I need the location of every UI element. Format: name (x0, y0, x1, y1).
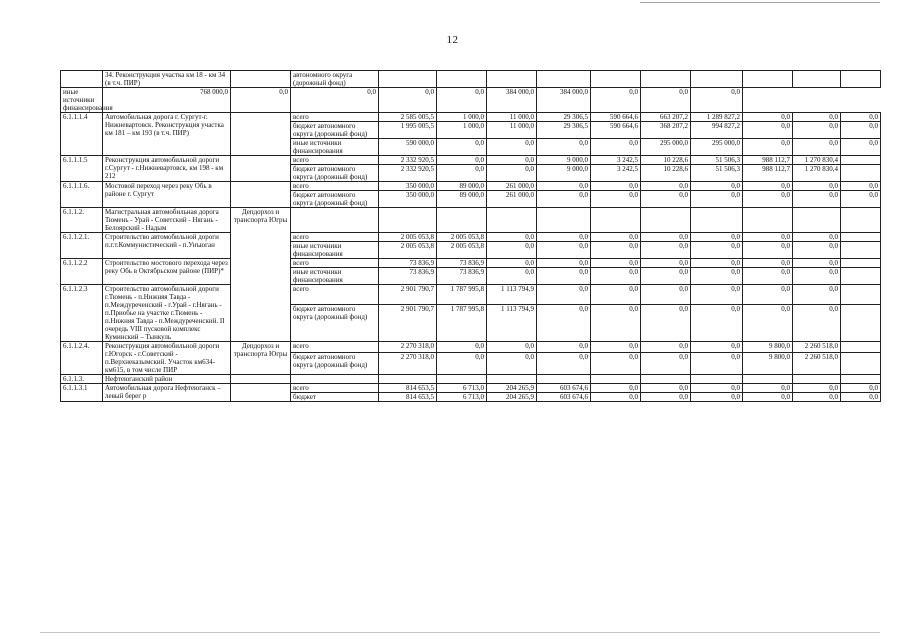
row-value: 11 000,0 (487, 113, 537, 122)
row-value: 0,0 (691, 242, 743, 259)
row-value (793, 208, 841, 233)
row-value (487, 71, 537, 88)
table-body (61, 71, 881, 402)
row-value: 0,0 (793, 268, 841, 285)
row-name: Нефтеюганский район (103, 375, 231, 384)
table-row (61, 384, 881, 393)
row-code: 6.1.1.3. (61, 375, 103, 384)
row-executor: Депдорхоз и транспорта Югры (231, 342, 291, 375)
row-value: 0,0 (793, 233, 841, 242)
row-value: 2 585 005,5 (379, 113, 437, 122)
row-funding-source: автономного округа (дорожный фонд) (291, 71, 379, 88)
row-value: 0,0 (591, 191, 641, 208)
row-value: 51 506,3 (691, 165, 743, 182)
row-funding-source: бюджет автономного округа (дорожный фонд) (291, 304, 379, 341)
row-value: 73 836,9 (437, 259, 487, 268)
row-funding-source: иные источники финансирования (291, 242, 379, 259)
row-value: 0,0 (641, 384, 691, 393)
row-value: 0,0 (691, 259, 743, 268)
row-value: 1 270 830,4 (793, 165, 841, 182)
row-name: Реконструкция автомобильной дороги г.Сургут - г.Нижневартовск, км 198 - км 212 (103, 156, 231, 182)
row-value: 0,0 (841, 393, 881, 402)
row-funding-source: иные источники финансирования (291, 139, 379, 156)
row-value: 1 270 830,4 (793, 156, 841, 165)
row-value: 0,0 (487, 268, 537, 285)
row-value: 0,0 (841, 191, 881, 208)
row-executor (231, 113, 291, 156)
row-executor (231, 384, 291, 402)
row-value: 295 000,0 (691, 139, 743, 156)
row-name: Автомобильная дорога Нефтеюганск – левый берег р (103, 384, 231, 402)
row-value: 0,0 (743, 182, 793, 191)
page-number: 12 (446, 34, 459, 46)
row-value (379, 375, 437, 384)
row-executor (231, 182, 291, 208)
row-value: 9 000,0 (537, 156, 591, 165)
row-funding-source: бюджет (291, 393, 379, 402)
row-value: 261 000,0 (487, 191, 537, 208)
row-value: 0,0 (743, 285, 793, 305)
row-funding-source: всего (291, 384, 379, 393)
table-row (61, 182, 881, 191)
row-name: Реконструкция автомобильной дороги г.Югорск - г.Советский - п.Верхнеказымский. Участок км634-км615, в том числе ПИР (103, 342, 231, 375)
row-value: 0,0 (743, 191, 793, 208)
row-value: 1 787 995,8 (437, 304, 487, 341)
row-value: 204 265,9 (487, 393, 537, 402)
row-value: 0,0 (841, 113, 881, 122)
row-value: 0,0 (591, 182, 641, 191)
row-value: 590 664,6 (591, 122, 641, 139)
row-value: 368 207,2 (641, 122, 691, 139)
row-value: 663 207,2 (641, 113, 691, 122)
row-value: 0,0 (691, 393, 743, 402)
row-name: Автомобильная дорога г. Сургут-г. Нижневартовск. Реконструкция участка км 181 – км 193 (в т.ч. ПИР) (103, 113, 231, 156)
row-value: 0,0 (591, 342, 641, 353)
row-value (841, 259, 881, 268)
row-value (743, 375, 793, 384)
row-executor (231, 71, 291, 88)
row-value (641, 71, 691, 88)
row-value: 2 270 318,0 (379, 342, 437, 353)
row-code: 6.1.1.1.6. (61, 182, 103, 208)
row-value (793, 375, 841, 384)
row-value (537, 375, 591, 384)
row-value: 988 112,7 (743, 165, 793, 182)
row-value: 814 653,5 (379, 384, 437, 393)
row-code: 6.1.1.1.4 (61, 113, 103, 156)
row-value: 2 260 518,0 (793, 353, 841, 375)
row-value: 0,0 (793, 122, 841, 139)
row-value: 2 332 920,5 (379, 165, 437, 182)
row-funding-source (291, 375, 379, 384)
row-value: 0,0 (641, 242, 691, 259)
row-value: 9 800,0 (743, 353, 793, 375)
table-row (61, 71, 881, 88)
row-value: 1 995 005,5 (379, 122, 437, 139)
row-value: 0,0 (487, 342, 537, 353)
row-value: 0,0 (231, 88, 291, 113)
row-name: Строительство автомобильной дороги п.г.т.Коммунистический - п.Унъюган (103, 233, 231, 259)
row-value (437, 375, 487, 384)
row-value (487, 375, 537, 384)
row-value: 0,0 (291, 88, 379, 113)
row-value: 0,0 (793, 191, 841, 208)
row-value: 0,0 (793, 113, 841, 122)
row-value: 0,0 (487, 139, 537, 156)
row-value: 2 005 053,8 (437, 242, 487, 259)
row-value: 0,0 (793, 393, 841, 402)
row-value: 0,0 (743, 304, 793, 341)
row-value (841, 242, 881, 259)
row-value: 0,0 (641, 353, 691, 375)
row-value (437, 71, 487, 88)
row-code: 6.1.1.2.4. (61, 342, 103, 375)
row-value: 0,0 (743, 393, 793, 402)
row-code: 6.1.1.2.3 (61, 285, 103, 342)
row-value: 0,0 (487, 259, 537, 268)
scan-edge-bottom (40, 632, 880, 633)
row-value: 0,0 (379, 88, 437, 113)
row-value: 2 901 790,7 (379, 304, 437, 341)
row-value: 1 113 794,9 (487, 285, 537, 305)
row-value: 0,0 (743, 268, 793, 285)
row-funding-source: бюджет автономного округа (дорожный фонд) (291, 353, 379, 375)
row-value: 0,0 (743, 259, 793, 268)
row-value: 1 289 827,2 (691, 113, 743, 122)
row-value: 0,0 (437, 342, 487, 353)
row-value (841, 156, 881, 165)
row-value: 0,0 (641, 268, 691, 285)
row-value: 0,0 (691, 304, 743, 341)
row-value: 350 000,0 (379, 182, 437, 191)
row-value: 0,0 (537, 191, 591, 208)
row-value: 0,0 (641, 259, 691, 268)
row-value: 0,0 (743, 139, 793, 156)
row-value: 768 000,0 (103, 88, 231, 113)
row-value: 6 713,0 (437, 384, 487, 393)
table-row (61, 208, 881, 233)
row-value: 0,0 (641, 233, 691, 242)
row-funding-source: всего (291, 113, 379, 122)
row-value: 0,0 (537, 285, 591, 305)
row-value: 603 674,6 (537, 384, 591, 393)
row-value: 2 270 318,0 (379, 353, 437, 375)
row-value (841, 304, 881, 341)
row-value: 0,0 (437, 88, 487, 113)
row-funding-source: всего (291, 342, 379, 353)
row-funding-source: всего (291, 233, 379, 242)
row-value: 0,0 (793, 242, 841, 259)
row-value: 0,0 (591, 268, 641, 285)
table-row (61, 233, 881, 242)
row-value: 1 000,0 (437, 113, 487, 122)
row-value: 0,0 (691, 233, 743, 242)
row-name: Строительство автомобильной дороги г.Тюмень - п.Нижняя Тавда - п.Междуреченский - г.Урай - г.Нягань - п.Приобье на участке г.Тюмень - п.Нижняя Тавда - п.Междуреченский. II очередь VIII пусковой комплекс Куминский – Тынкуль (103, 285, 231, 342)
row-value: 0,0 (591, 242, 641, 259)
table-row (61, 285, 881, 305)
row-value: 89 000,0 (437, 191, 487, 208)
row-code: 6.1.1.2.2 (61, 259, 103, 285)
row-value: 603 674,6 (537, 393, 591, 402)
row-funding-source: всего (291, 259, 379, 268)
row-value: 10 228,6 (641, 165, 691, 182)
row-funding-source: иные источники финансирования (291, 268, 379, 285)
row-name: Строительство мостового перехода через реку Обь в Октябрьском районе (ПИР)* (103, 259, 231, 285)
row-value: 814 653,5 (379, 393, 437, 402)
row-value (841, 342, 881, 353)
row-value: 384 000,0 (487, 88, 537, 113)
row-value: 1 113 794,9 (487, 304, 537, 341)
row-code (61, 71, 103, 88)
scan-edge-top (640, 2, 880, 3)
row-value: 73 836,9 (437, 268, 487, 285)
row-value: 0,0 (691, 384, 743, 393)
row-value: 0,0 (691, 285, 743, 305)
row-value: 0,0 (487, 165, 537, 182)
row-name: Мостовой переход через реку Обь в районе г. Сургут (103, 182, 231, 208)
row-value: 0,0 (841, 139, 881, 156)
row-funding-source: иные источники финансирования (61, 88, 103, 113)
row-value (641, 375, 691, 384)
row-value (841, 285, 881, 305)
row-code: 6.1.1.2.1. (61, 233, 103, 259)
row-name: 34. Реконструкция участка км 18 - км 34 (в т.ч. ПИР) (103, 71, 231, 88)
row-funding-source: бюджет автономного округа (дорожный фонд) (291, 165, 379, 182)
row-value: 0,0 (591, 88, 641, 113)
row-value: 2 332 920,5 (379, 156, 437, 165)
row-value: 0,0 (743, 113, 793, 122)
row-value: 73 836,9 (379, 268, 437, 285)
table-row (61, 88, 881, 113)
row-value (841, 375, 881, 384)
row-value (841, 233, 881, 242)
row-funding-source: всего (291, 182, 379, 191)
row-value (379, 71, 437, 88)
row-value: 0,0 (841, 384, 881, 393)
row-value: 2 005 053,8 (379, 233, 437, 242)
row-value: 2 901 790,7 (379, 285, 437, 305)
row-executor (231, 375, 291, 384)
row-value (487, 208, 537, 233)
row-value: 0,0 (743, 233, 793, 242)
row-value: 988 112,7 (743, 156, 793, 165)
row-value: 9 000,0 (537, 165, 591, 182)
row-value: 0,0 (537, 353, 591, 375)
row-value (641, 208, 691, 233)
row-value: 0,0 (591, 353, 641, 375)
row-value: 2 005 053,8 (437, 233, 487, 242)
row-value: 0,0 (743, 242, 793, 259)
row-value: 0,0 (793, 384, 841, 393)
row-value: 0,0 (537, 259, 591, 268)
row-value: 10 228,6 (641, 156, 691, 165)
row-value: 0,0 (641, 285, 691, 305)
row-value (591, 208, 641, 233)
row-value: 3 242,5 (591, 156, 641, 165)
row-value: 0,0 (641, 304, 691, 341)
row-value: 204 265,9 (487, 384, 537, 393)
row-value: 0,0 (691, 268, 743, 285)
row-value: 0,0 (591, 384, 641, 393)
row-value (841, 208, 881, 233)
row-value: 0,0 (537, 242, 591, 259)
row-value: 0,0 (793, 304, 841, 341)
row-value: 0,0 (537, 342, 591, 353)
row-value: 590 664,6 (591, 113, 641, 122)
table-row (61, 342, 881, 353)
row-value: 0,0 (487, 156, 537, 165)
row-value: 29 306,5 (537, 113, 591, 122)
row-value (691, 375, 743, 384)
row-value (793, 71, 841, 88)
row-value: 261 000,0 (487, 182, 537, 191)
row-value: 0,0 (841, 182, 881, 191)
row-value: 0,0 (537, 233, 591, 242)
row-value (537, 71, 591, 88)
row-value: 73 836,9 (379, 259, 437, 268)
row-value: 0,0 (691, 353, 743, 375)
row-value: 0,0 (691, 191, 743, 208)
row-value (691, 71, 743, 88)
row-value: 2 005 053,8 (379, 242, 437, 259)
row-value: 295 000,0 (641, 139, 691, 156)
row-value: 0,0 (591, 393, 641, 402)
row-value: 9 800,0 (743, 342, 793, 353)
row-value: 0,0 (641, 342, 691, 353)
table-row (61, 113, 881, 122)
row-value (379, 208, 437, 233)
row-value: 2 260 518,0 (793, 342, 841, 353)
row-value: 1 000,0 (437, 122, 487, 139)
row-value: 0,0 (487, 233, 537, 242)
row-value: 89 000,0 (437, 182, 487, 191)
row-value: 0,0 (641, 88, 691, 113)
table-row (61, 156, 881, 165)
row-value (591, 71, 641, 88)
row-value (437, 208, 487, 233)
row-value: 51 506,3 (691, 156, 743, 165)
row-value: 0,0 (793, 182, 841, 191)
table-row (61, 259, 881, 268)
row-value: 11 000,0 (487, 122, 537, 139)
row-value: 0,0 (437, 139, 487, 156)
row-funding-source: бюджет автономного округа (дорожный фонд) (291, 122, 379, 139)
row-value: 350 000,0 (379, 191, 437, 208)
row-code: 6.1.1.3.1 (61, 384, 103, 402)
row-value (841, 71, 881, 88)
row-value: 29 306,5 (537, 122, 591, 139)
row-value: 0,0 (537, 268, 591, 285)
row-executor: Депдорхоз и транспорта Югры (231, 208, 291, 342)
row-value: 0,0 (591, 304, 641, 341)
row-value: 590 000,0 (379, 139, 437, 156)
row-value: 0,0 (487, 242, 537, 259)
row-value (591, 375, 641, 384)
row-value: 0,0 (437, 353, 487, 375)
row-executor (231, 156, 291, 182)
row-funding-source: бюджет автономного округа (дорожный фонд) (291, 191, 379, 208)
row-value (841, 165, 881, 182)
row-funding-source: всего (291, 285, 379, 305)
row-value: 0,0 (591, 233, 641, 242)
row-name: Магистральная автомобильная дорога Тюмень - Урай - Советский - Нягань - Белоярский - Надым (103, 208, 231, 233)
row-value: 0,0 (487, 353, 537, 375)
row-value: 0,0 (743, 384, 793, 393)
row-value: 3 242,5 (591, 165, 641, 182)
row-value: 0,0 (743, 122, 793, 139)
row-value: 0,0 (691, 182, 743, 191)
row-value (841, 268, 881, 285)
row-value: 0,0 (537, 304, 591, 341)
row-value: 0,0 (841, 122, 881, 139)
row-value (743, 208, 793, 233)
row-value (691, 208, 743, 233)
row-value: 0,0 (437, 165, 487, 182)
row-value: 0,0 (793, 139, 841, 156)
row-value: 0,0 (591, 285, 641, 305)
row-value (537, 208, 591, 233)
row-value: 0,0 (691, 88, 743, 113)
row-value (743, 71, 793, 88)
row-value: 0,0 (793, 285, 841, 305)
row-value: 0,0 (537, 139, 591, 156)
row-value: 0,0 (641, 393, 691, 402)
row-value: 0,0 (591, 139, 641, 156)
row-value: 1 787 995,8 (437, 285, 487, 305)
row-code: 6.1.1.2. (61, 208, 103, 233)
row-value: 0,0 (437, 156, 487, 165)
row-value: 384 000,0 (537, 88, 591, 113)
row-value: 994 827,2 (691, 122, 743, 139)
row-value: 0,0 (691, 342, 743, 353)
row-funding-source: всего (291, 156, 379, 165)
row-value: 0,0 (641, 182, 691, 191)
row-value: 0,0 (537, 182, 591, 191)
row-funding-source (291, 208, 379, 233)
row-value: 0,0 (591, 259, 641, 268)
row-value: 0,0 (641, 191, 691, 208)
budget-table (60, 70, 881, 402)
row-value: 6 713,0 (437, 393, 487, 402)
table-row (61, 375, 881, 384)
row-value (841, 353, 881, 375)
row-value: 0,0 (793, 259, 841, 268)
row-code: 6.1.1.1.5 (61, 156, 103, 182)
